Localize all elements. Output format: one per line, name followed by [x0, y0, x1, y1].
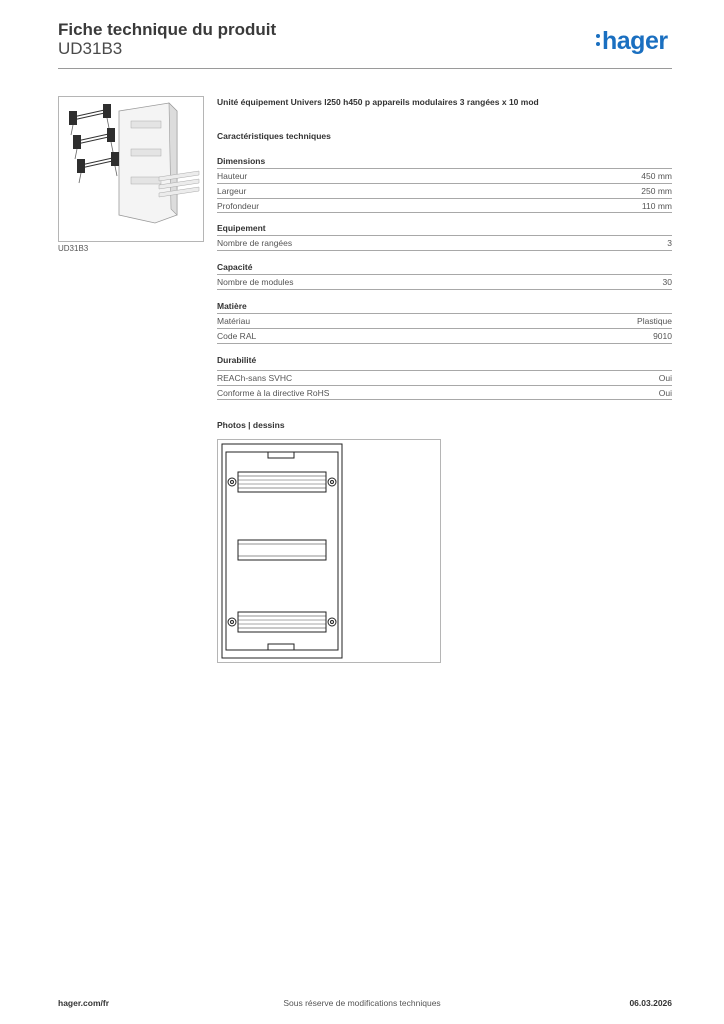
product-photo-image — [59, 97, 203, 241]
divider — [217, 212, 672, 213]
logo-dots-icon — [596, 34, 600, 46]
hager-logo: hager — [602, 27, 668, 55]
divider — [217, 250, 672, 251]
spec-row — [217, 274, 672, 289]
group-title-matiere: Matière — [217, 301, 247, 311]
spec-row — [217, 198, 672, 213]
spec-value: 450 mm — [641, 171, 672, 181]
spec-value: Oui — [658, 388, 672, 398]
spec-label: Hauteur — [217, 171, 248, 181]
spec-value: 250 mm — [641, 186, 672, 196]
spec-value: Plastique — [637, 316, 672, 326]
spec-value: 9010 — [653, 331, 672, 341]
spec-label: REACh-sans SVHC — [217, 373, 293, 383]
spec-row — [217, 370, 672, 385]
spec-row — [217, 183, 672, 198]
technical-drawing — [217, 439, 441, 663]
page-title: Fiche technique du produit — [58, 20, 277, 39]
spec-row — [217, 385, 672, 400]
photos-title: Photos | dessins — [217, 420, 285, 430]
product-description: Unité équipement Univers l250 h450 p appareils modulaires 3 rangées x 10 mod — [217, 97, 539, 107]
photo-caption: UD31B3 — [58, 244, 89, 253]
spec-label: Matériau — [217, 316, 251, 326]
spec-value: 3 — [667, 238, 672, 248]
divider — [217, 289, 672, 290]
divider — [217, 343, 672, 344]
group-title-durabilite: Durabilité — [217, 355, 257, 365]
spec-row — [217, 168, 672, 183]
footer-website-link[interactable]: hager.com/fr — [58, 998, 110, 1008]
spec-label: Nombre de modules — [217, 277, 294, 287]
spec-value: 110 mm — [641, 201, 672, 211]
product-photo — [58, 96, 204, 242]
spec-value: 30 — [662, 277, 672, 287]
spec-label: Nombre de rangées — [217, 238, 293, 248]
spec-label: Code RAL — [217, 331, 257, 341]
group-title-equipement: Equipement — [217, 223, 266, 233]
section-title: Caractéristiques techniques — [217, 131, 331, 141]
technical-drawing-image — [218, 440, 440, 662]
product-reference: UD31B3 — [58, 39, 123, 58]
header-divider — [58, 68, 672, 69]
spec-row — [217, 235, 672, 250]
spec-label: Largeur — [217, 186, 247, 196]
footer-notice: Sous réserve de modifications techniques — [283, 998, 441, 1008]
divider — [217, 399, 672, 400]
footer-date: 06.03.2026 — [629, 998, 672, 1008]
group-title-dimensions: Dimensions — [217, 156, 266, 166]
spec-row — [217, 313, 672, 328]
spec-value: Oui — [658, 373, 672, 383]
group-title-capacite: Capacité — [217, 262, 253, 272]
spec-label: Conforme à la directive RoHS — [217, 388, 330, 398]
spec-label: Profondeur — [217, 201, 260, 211]
spec-row — [217, 328, 672, 343]
